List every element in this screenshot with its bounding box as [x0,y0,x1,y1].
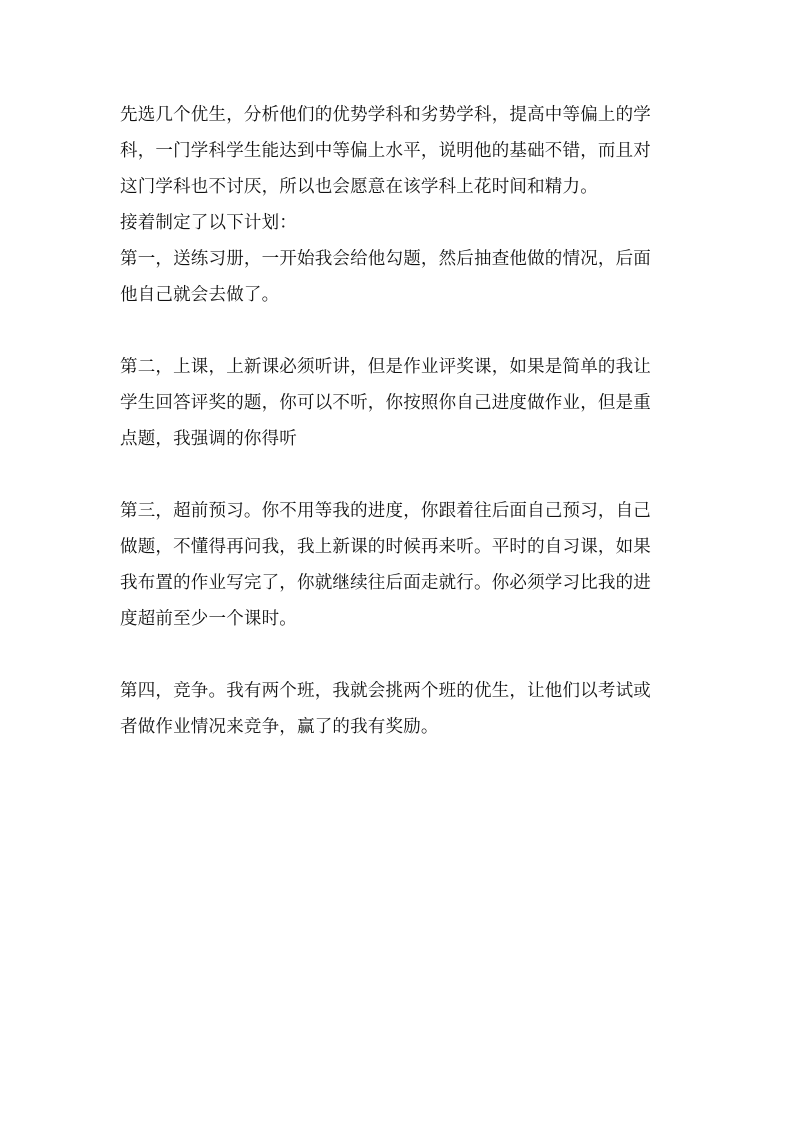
plan-item-second [120,349,680,457]
text-line: 第二，上课，上新课必须听讲，但是作业评奖课，如果是简单的我让 [120,357,651,377]
text-line: 学生回答评奖的题，你可以不听，你按照你自己进度做作业，但是重 [120,393,651,413]
text-line: 他自己就会去做了。 [120,285,280,305]
text-line: 第一，送练习册，一开始我会给他勾题，然后抽查他做的情况，后面 [120,249,651,269]
text-line: 做题，不懂得再问我，我上新课的时候再来听。平时的自习课，如果 [120,537,651,557]
intro-paragraph [120,97,680,205]
plan-item-third [120,493,680,637]
plan-heading: 接着制定了以下计划： [120,213,297,233]
paragraph-spacer [120,637,680,673]
plan-item-fourth [120,673,680,745]
text-line: 科，一门学科学生能达到中等偏上水平，说明他的基础不错，而且对 [120,141,651,161]
paragraph-spacer [120,457,680,493]
text-line: 这门学科也不讨厌，所以也会愿意在该学科上花时间和精力。 [120,177,598,197]
text-line: 者做作业情况来竞争，赢了的我有奖励。 [120,717,439,737]
text-line: 第四，竞争。我有两个班，我就会挑两个班的优生，让他们以考试或 [120,681,651,701]
text-line: 我布置的作业写完了，你就继续往后面走就行。你必须学习比我的进 [120,573,651,593]
text-line: 度超前至少一个课时。 [120,609,297,629]
plan-item-first [120,241,680,313]
text-line: 点题，我强调的你得听 [120,429,297,449]
paragraph-spacer [120,313,680,349]
text-line: 第三，超前预习。你不用等我的进度，你跟着往后面自己预习，自己 [120,501,651,521]
text-line: 先选几个优生，分析他们的优势学科和劣势学科，提高中等偏上的学 [120,105,651,125]
document-body [120,97,680,745]
